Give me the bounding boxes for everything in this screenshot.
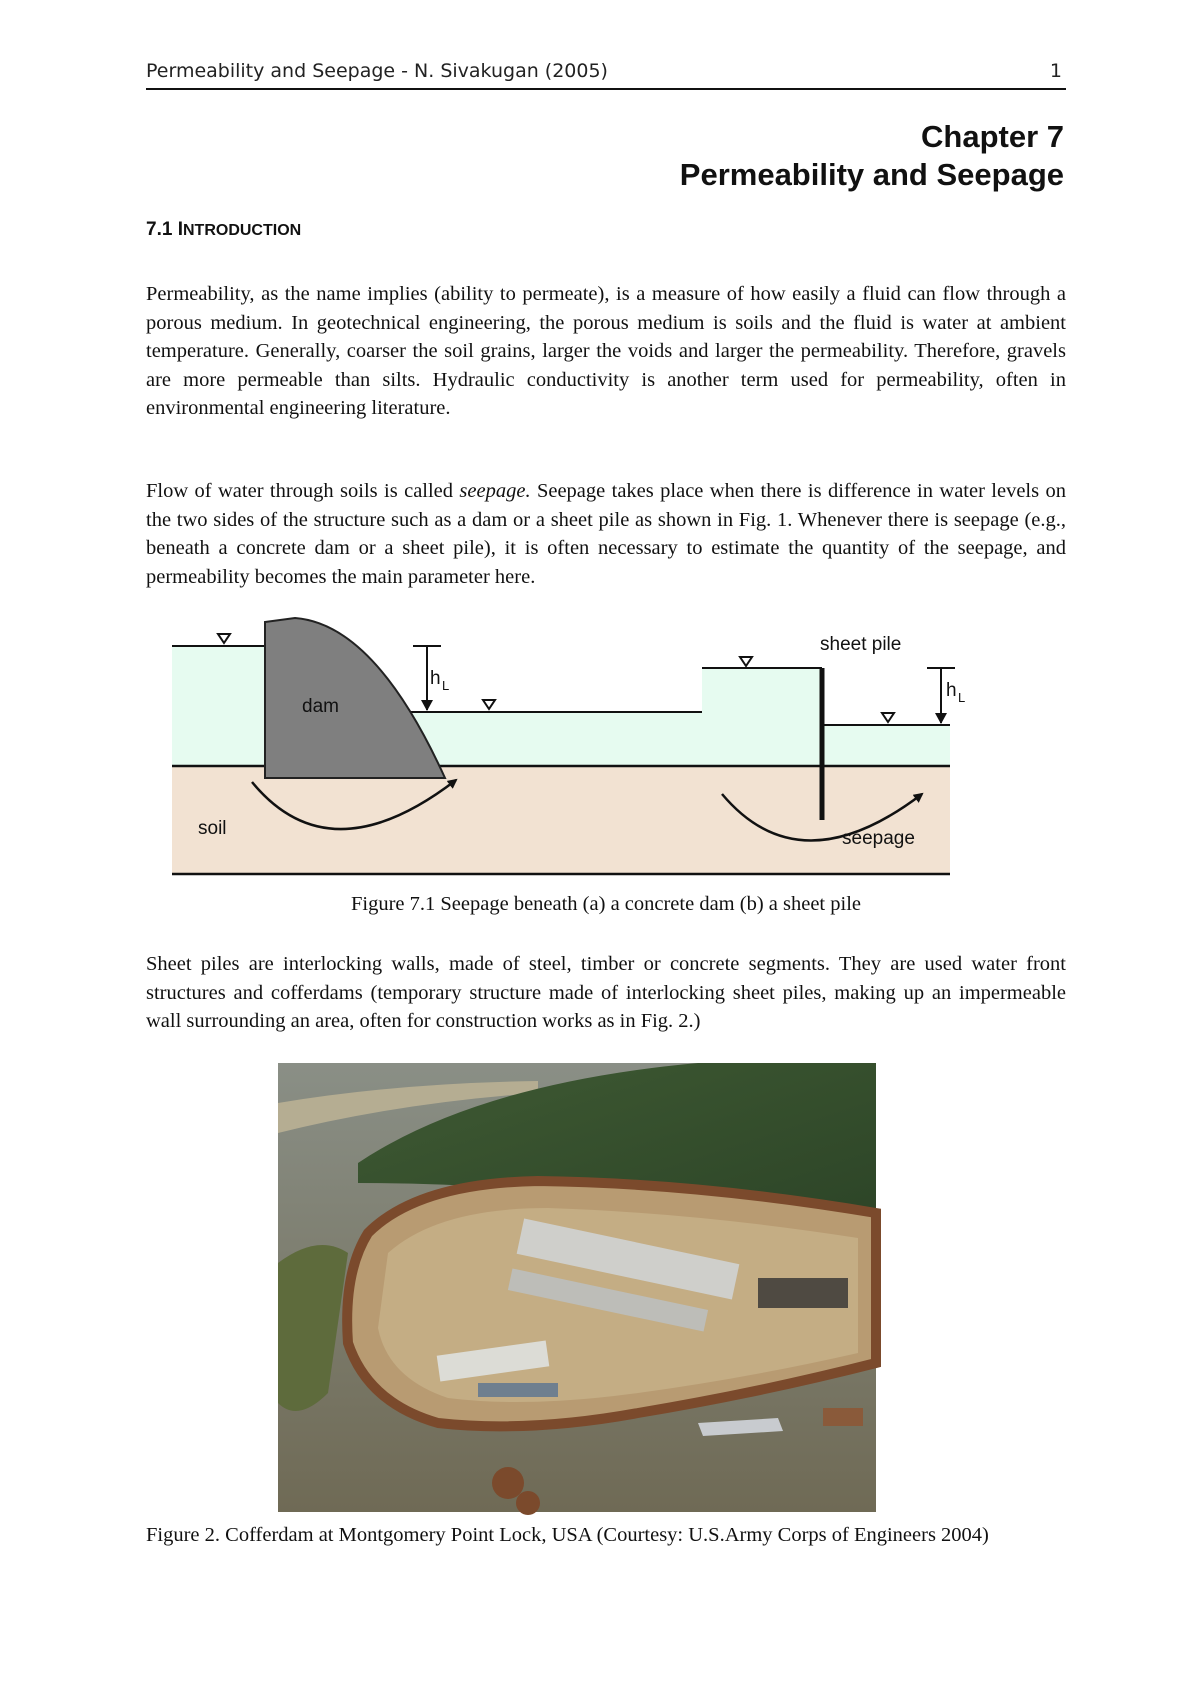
sp-downstream-water-level-icon (882, 713, 894, 722)
section-title (178, 219, 302, 240)
sp-upstream-water-level-icon (740, 657, 752, 666)
section-title-initial: I (177, 219, 183, 240)
running-title: Permeability and Seepage - N. Sivakugan (2005) (146, 60, 608, 82)
upstream-water (172, 646, 267, 766)
paragraph-seepage-end: Seepage takes place when there is difference in water levels on the two sides of the structure such as a dam or a sheet pile as shown in Fig. 1. Whenever there is seepage (e.g., beneath a concrete dam or a sheet pile), it is often necessary to estimate the quantity of the seepage, and permeability becomes the main parameter here. (146, 480, 1066, 588)
chapter-title: Permeability and Seepage (679, 157, 1064, 192)
page-number: 1 (1049, 60, 1062, 82)
downstream-water-level-icon (483, 700, 495, 709)
crane-platform (823, 1408, 863, 1426)
sp-head-subscript: L (958, 690, 966, 705)
running-header (146, 60, 1066, 90)
sheet-pile-diagram (702, 634, 965, 874)
sp-downstream-water (822, 725, 950, 766)
paragraph-seepage (146, 477, 1066, 591)
dock-building (758, 1278, 848, 1308)
soil-layer (172, 766, 702, 874)
chapter-label: Chapter 7 (921, 119, 1064, 154)
sp-soil-layer (702, 766, 950, 874)
head-subscript: L (442, 678, 450, 693)
paragraph-sheet-piles: Sheet piles are interlocking walls, made of steel, timber or concrete segments. They are used water front structures and cofferdams (temporary structure made of interlocking sheet piles, making up an impermeable wall surrounding an area, often for construction works as in Fig. 2.) (146, 953, 1066, 1032)
dam-label: dam (302, 696, 339, 717)
sp-head-label: h (946, 680, 957, 701)
figure1-caption: Figure 7.1 Seepage beneath (a) a concrete dam (b) a sheet pile (351, 893, 861, 915)
head-arrow-icon (421, 700, 433, 711)
sp-head-arrow-icon (935, 713, 947, 724)
sheet-pile-label: sheet pile (820, 634, 902, 655)
paragraph-seepage-start: Flow of water through soils is called (146, 480, 460, 502)
figure-seepage-diagram (160, 612, 966, 877)
figure2-caption: Figure 2. Cofferdam at Montgomery Point Lock, USA (Courtesy: U.S.Army Corps of Engineers 2004) (146, 1524, 989, 1546)
mooring-cell-1 (492, 1467, 524, 1499)
seepage-term: seepage. (459, 480, 531, 502)
section-number: 7.1 (146, 219, 173, 240)
head-label: h (430, 668, 441, 689)
cofferdam-photo (278, 1063, 876, 1512)
upstream-water-level-icon (218, 634, 230, 643)
dam-body (265, 618, 445, 778)
soil-label: soil (198, 818, 227, 839)
paragraph-introduction: Permeability, as the name implies (ability to permeate), is a measure of how easily a fluid can flow through a porous medium. In geotechnical engineering, the porous medium is soils and the fluid is water at ambient temperature. Generally, coarser the soil grains, larger the voids and larger the permeability. Therefore, gravels are more permeable than silts. Hydraulic conductivity is another term used for permeability, often in environmental engineering literature. (146, 283, 1066, 419)
chapter-heading (680, 118, 1064, 194)
sp-upstream-water (702, 668, 822, 766)
dam-diagram (172, 618, 702, 874)
section-heading (146, 219, 301, 241)
seepage-label: seepage (842, 828, 915, 849)
downstream-water (410, 712, 702, 766)
section-title-rest: NTRODUCTION (182, 222, 302, 239)
yard (478, 1383, 558, 1397)
cofferdam-photo-illustration (278, 1063, 876, 1512)
mooring-cell-2 (516, 1491, 540, 1515)
